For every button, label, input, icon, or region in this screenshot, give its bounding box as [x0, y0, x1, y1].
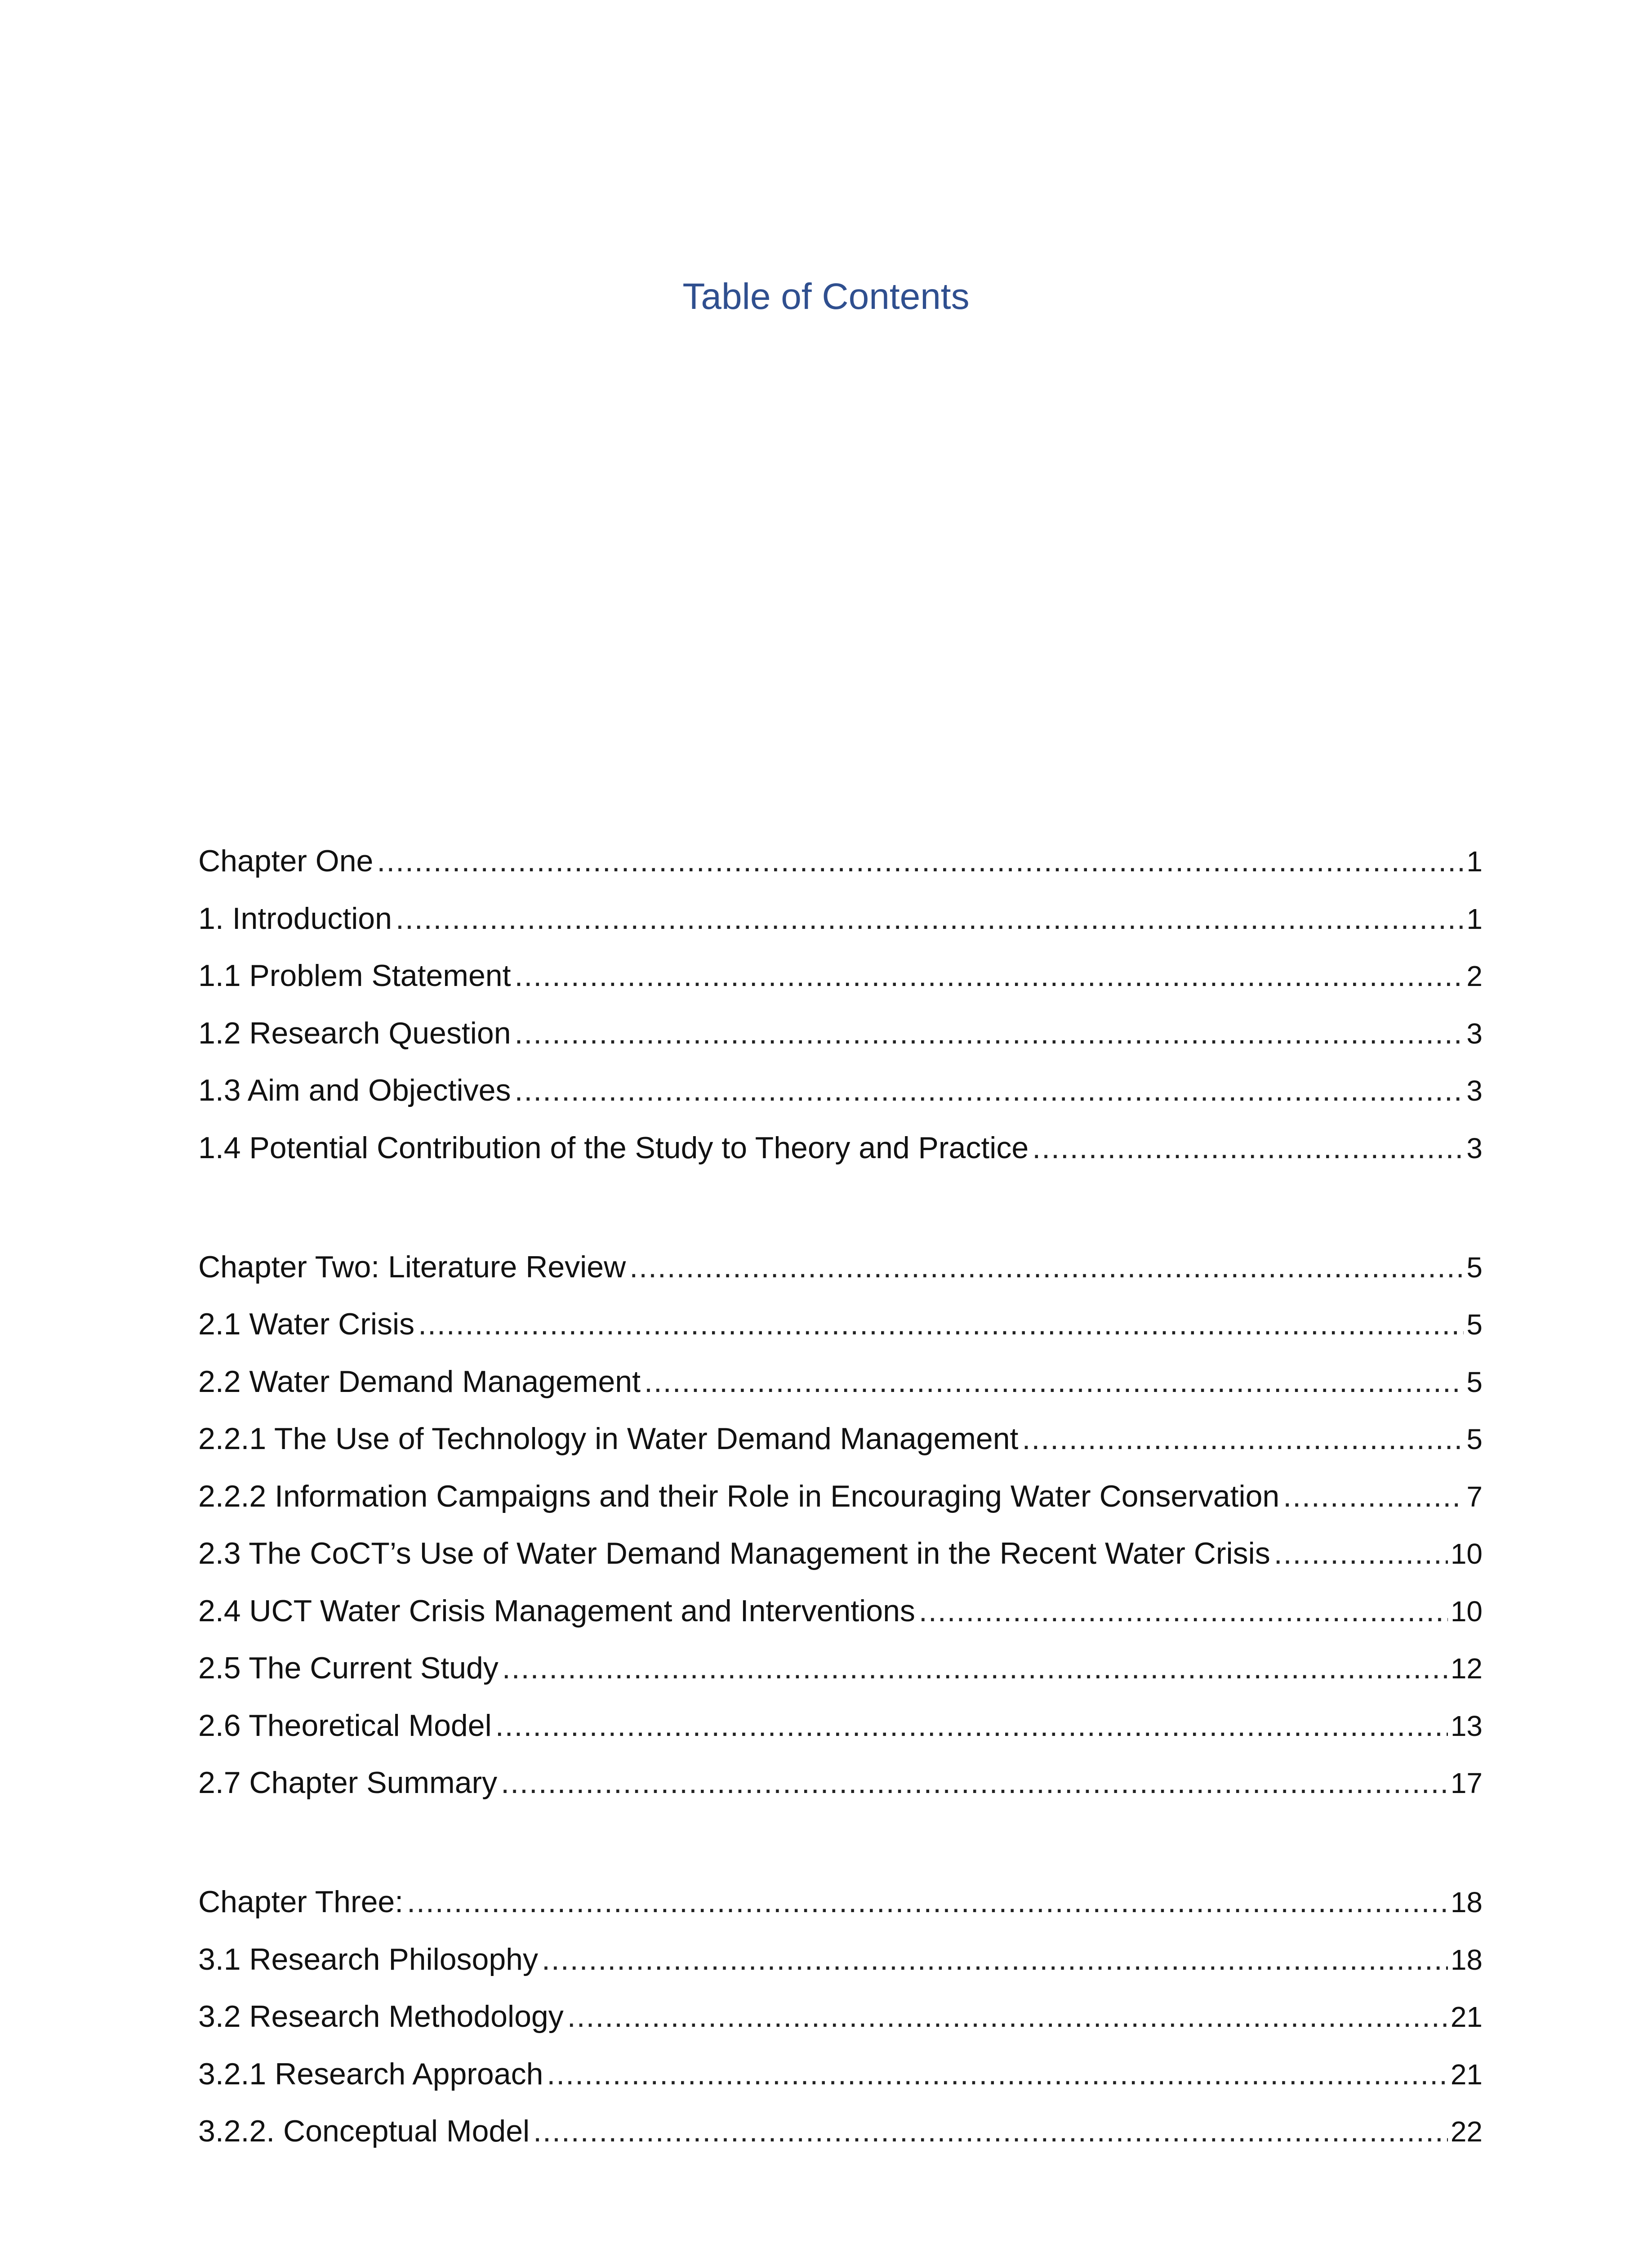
toc-dot-leader — [533, 2109, 1448, 2154]
toc-entry[interactable] — [198, 1068, 1483, 1113]
toc-page-number: 3 — [1466, 1132, 1483, 1164]
toc-page-number: 5 — [1466, 1366, 1483, 1398]
toc-entry-text: 1.4 Potential Contribution of the Study to Theory and Practice — [198, 1131, 1029, 1165]
toc-entry[interactable] — [198, 1302, 1483, 1347]
toc-entry[interactable] — [198, 1937, 1483, 1982]
toc-entry-text: 3.2.2. Conceptual Model — [198, 2114, 530, 2148]
toc-entry[interactable] — [198, 1879, 1483, 1924]
toc-entry-text: 1.2 Research Question — [198, 1016, 511, 1050]
toc-entry[interactable] — [198, 1011, 1483, 1056]
toc-dot-leader — [1022, 1416, 1464, 1461]
toc-page-number: 5 — [1466, 1308, 1483, 1341]
toc-entry-text: 3.1 Research Philosophy — [198, 1942, 539, 1976]
toc-dot-leader — [515, 1011, 1464, 1056]
toc-page-number: 10 — [1450, 1595, 1483, 1628]
toc-entry[interactable] — [198, 839, 1483, 883]
toc-page-number: 12 — [1450, 1652, 1483, 1685]
toc-entry-text: 2.2.1 The Use of Technology in Water Demand Management — [198, 1422, 1019, 1456]
toc-entry-text: 2.2 Water Demand Management — [198, 1365, 641, 1399]
toc-page-number: 13 — [1450, 1710, 1483, 1742]
toc-entry-text: Chapter Two: Literature Review — [198, 1250, 626, 1284]
toc-dot-leader — [514, 1068, 1464, 1113]
toc-entry-text: 2.1 Water Crisis — [198, 1307, 415, 1341]
toc-dot-leader — [629, 1244, 1464, 1289]
toc-entry[interactable] — [198, 953, 1483, 998]
toc-entry[interactable] — [198, 1760, 1483, 1805]
toc-page-number: 22 — [1450, 2115, 1483, 2148]
toc-entry-text: 2.5 The Current Study — [198, 1651, 499, 1685]
toc-entry[interactable] — [198, 1359, 1483, 1404]
toc-page-number: 5 — [1466, 1251, 1483, 1284]
toc-entry[interactable] — [198, 1646, 1483, 1690]
toc-entry-text: 1.1 Problem Statement — [198, 959, 511, 993]
toc-entry-text: 3.2.1 Research Approach — [198, 2057, 543, 2091]
toc-page-number: 21 — [1450, 2058, 1483, 2091]
toc-page-number: 3 — [1466, 1017, 1483, 1050]
toc-page-number: 18 — [1450, 1886, 1483, 1918]
toc-dot-leader — [377, 839, 1464, 883]
toc-dot-leader — [644, 1359, 1464, 1404]
toc-dot-leader — [407, 1879, 1448, 1924]
toc-page-number: 10 — [1450, 1538, 1483, 1570]
toc-entry[interactable] — [198, 1416, 1483, 1461]
toc-page-number: 5 — [1466, 1423, 1483, 1455]
toc-dot-leader — [1032, 1125, 1464, 1170]
toc-entry-text: 3.2 Research Methodology — [198, 1999, 564, 2034]
toc-entry[interactable] — [198, 896, 1483, 941]
toc-page-number: 2 — [1466, 960, 1483, 992]
toc-dot-leader — [418, 1302, 1464, 1347]
toc-entry-text: 2.2.2 Information Campaigns and their Role in Encouraging Water Conservation — [198, 1479, 1280, 1513]
toc-entry[interactable] — [198, 1703, 1483, 1748]
toc-entry[interactable] — [198, 1244, 1483, 1289]
toc-entry-text: Chapter One — [198, 844, 374, 878]
toc-dot-leader — [501, 1760, 1448, 1805]
toc-dot-leader — [514, 953, 1464, 998]
toc-entry-text: 2.6 Theoretical Model — [198, 1708, 492, 1743]
toc-entry-text: 2.3 The CoCT’s Use of Water Demand Management in the Recent Water Crisis — [198, 1536, 1270, 1570]
toc-page-number: 17 — [1450, 1767, 1483, 1799]
toc-page-number: 21 — [1450, 2001, 1483, 2033]
toc-dot-leader — [502, 1646, 1448, 1690]
toc-dot-leader — [1274, 1531, 1448, 1576]
toc-dot-leader — [396, 896, 1464, 941]
toc-entry[interactable] — [198, 1531, 1483, 1576]
toc-heading: Table of Contents — [682, 276, 970, 317]
toc-dot-leader — [1283, 1474, 1464, 1519]
toc-page-number: 7 — [1466, 1481, 1483, 1513]
toc-dot-leader — [547, 2052, 1447, 2096]
toc-entry-text: 2.4 UCT Water Crisis Management and Interventions — [198, 1594, 915, 1628]
toc-entry[interactable] — [198, 1474, 1483, 1519]
toc-page-number: 1 — [1466, 903, 1483, 935]
toc-entry[interactable] — [198, 1588, 1483, 1633]
toc-dot-leader — [495, 1703, 1448, 1748]
toc-entry-text: Chapter Three: — [198, 1885, 404, 1919]
toc-entry[interactable] — [198, 1125, 1483, 1170]
toc-dot-leader — [919, 1588, 1448, 1633]
toc-dot-leader — [567, 1994, 1448, 2039]
toc-entry[interactable] — [198, 2052, 1483, 2096]
toc-entry-text: 1.3 Aim and Objectives — [198, 1073, 511, 1107]
toc-entry-text: 2.7 Chapter Summary — [198, 1766, 498, 1800]
toc-page-number: 18 — [1450, 1944, 1483, 1976]
toc-entry[interactable] — [198, 2109, 1483, 2154]
toc-entry[interactable] — [198, 1994, 1483, 2039]
toc-entry-text: 1. Introduction — [198, 901, 392, 936]
toc-page-number: 3 — [1466, 1075, 1483, 1107]
toc-page-number: 1 — [1466, 845, 1483, 878]
toc-dot-leader — [542, 1937, 1448, 1982]
